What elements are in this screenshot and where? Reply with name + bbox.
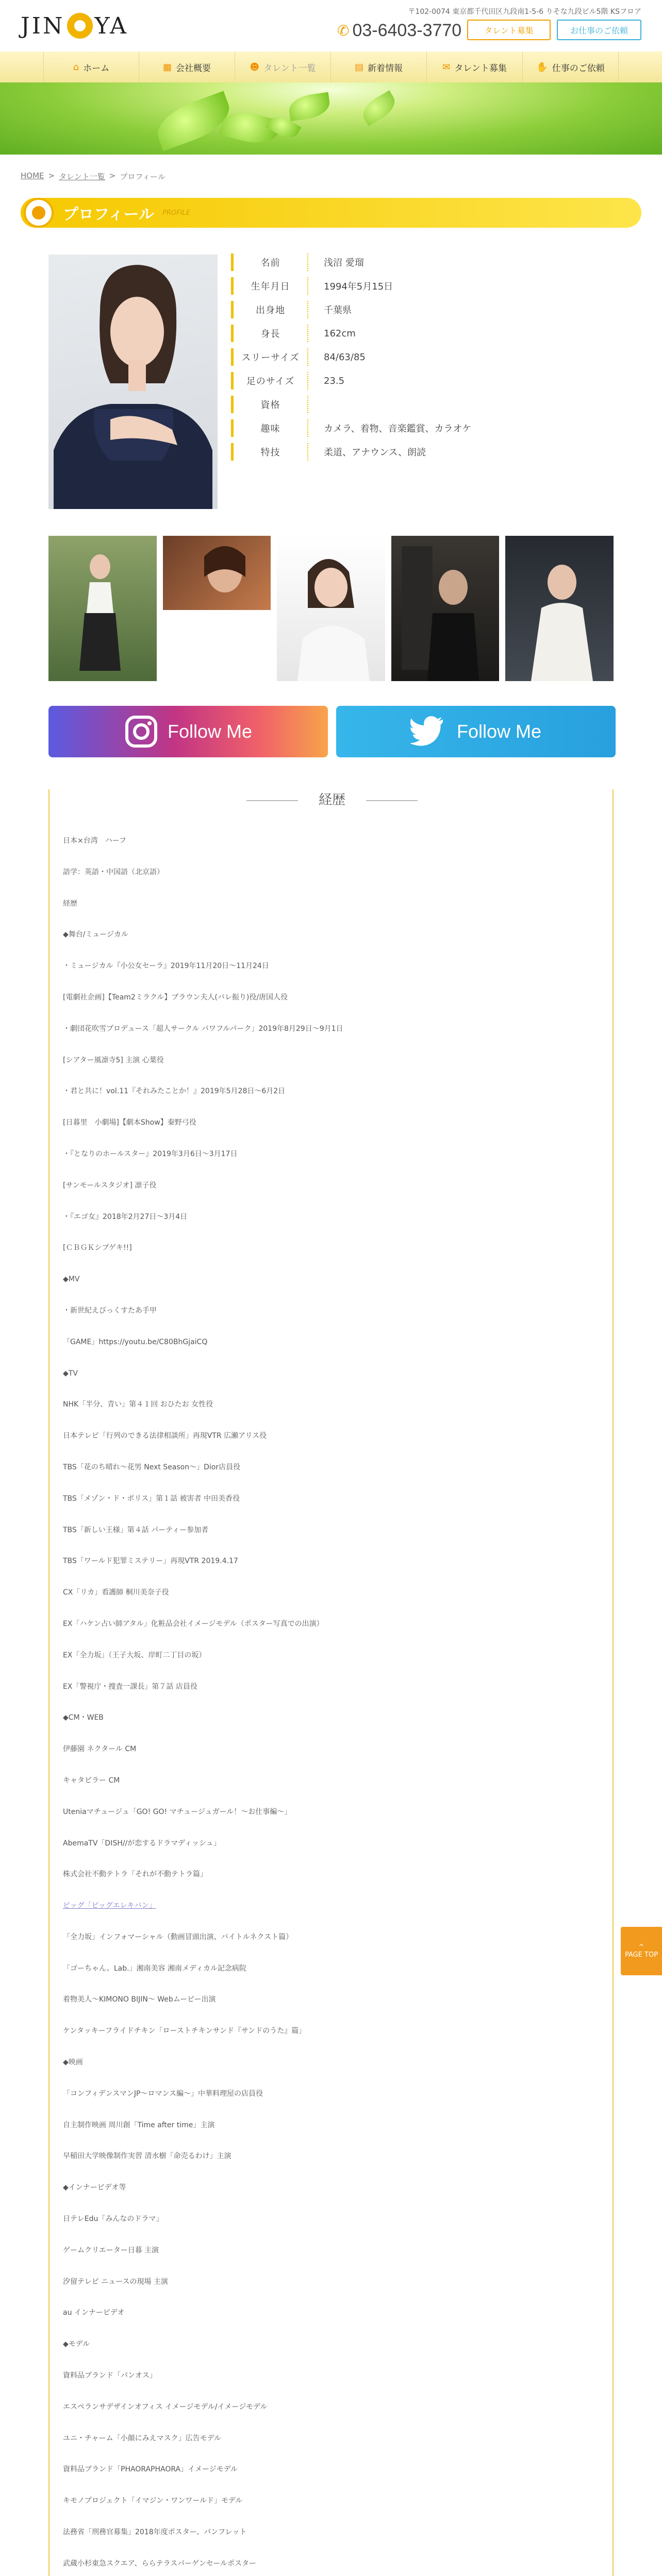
- career-item: NHK「半分、青い」第４１回 おひたお 女性役: [63, 1400, 213, 1409]
- career-item: 「コンフィデンスマンJP〜ロマンス編〜」中華料理屋の店員役: [63, 2089, 263, 2098]
- gallery-photo[interactable]: [277, 536, 385, 681]
- header-address: 〒102-0074 東京都千代田区九段南1-5-6 りそな九段ビル5階 KSフロア: [408, 8, 641, 16]
- career-item: ◆インナービデオ等: [63, 2183, 126, 2192]
- breadcrumb-separator: >: [109, 171, 116, 180]
- profile-value: 162cm: [324, 328, 356, 339]
- career-item: キャタピラー CM: [63, 1776, 120, 1785]
- home-icon: ⌂: [73, 61, 79, 73]
- career-item: EX「ハケン占い師アタル」化粧品会社イメージモデル（ポスター写真での出演）: [63, 1619, 324, 1628]
- career-item: EX「全力坂」（王子大坂、岸町二丁目の坂）: [63, 1651, 206, 1659]
- profile-row: [231, 440, 641, 464]
- twitter-follow-label: Follow Me: [456, 721, 542, 742]
- career-list: [63, 825, 599, 2576]
- nav-item-talent-recruit[interactable]: [427, 52, 523, 82]
- logo-text-left: JIN: [21, 12, 65, 39]
- career-item: 日本×台湾 ハーフ: [63, 837, 127, 845]
- career-item: ・君と共に！vol.11『それみたことか！』2019年5月28日〜6月2日: [63, 1087, 286, 1096]
- profile-value: 千葉県: [324, 305, 352, 316]
- page-top-button[interactable]: [621, 1927, 662, 1975]
- profile-key: スリーサイズ: [231, 348, 308, 366]
- career-item: 法務省「刑務官募集」2018年度ポスター、パンフレット: [63, 2528, 247, 2537]
- instagram-icon: [124, 715, 158, 749]
- career-item: ◆TV: [63, 1369, 78, 1378]
- chevron-up-icon: ^: [638, 1943, 644, 1951]
- logo-text-right: YA: [94, 12, 128, 39]
- career-item: 語学：英語・中国語（北京語）: [63, 868, 164, 876]
- profile-key: 資格: [231, 396, 308, 413]
- career-item: TBS「ワールド犯罪ミステリー」再現VTR 2019.4.17: [63, 1557, 238, 1566]
- career-item: [シアター風凛寺5] 主演 心葉役: [63, 1056, 164, 1064]
- instagram-follow-button[interactable]: [48, 706, 328, 757]
- career-item: [日暮里 小劇場]【劇本Show】秦野弓役: [63, 1118, 196, 1127]
- career-item: 日テレEdu「みんなのドラマ」: [63, 2215, 163, 2224]
- career-item: TBS「新しい王様」第４話 パーティー参加者: [63, 1526, 209, 1534]
- logo-mark-icon: [67, 13, 93, 39]
- gallery-photo-illustration: [48, 536, 157, 681]
- career-item: ケンタッキーフライドチキン「ローストチキンサンド『サンドのうた』篇」: [63, 2027, 306, 2036]
- handshake-icon: ✋: [536, 61, 548, 73]
- career-item: TBS「花のち晴れ〜花男 Next Season〜」Dior店員役: [63, 1463, 241, 1471]
- gallery-photo-illustration: [505, 536, 614, 681]
- profile-heading-subtitle: PROFILE: [162, 209, 190, 217]
- profile-value: 1994年5月15日: [324, 281, 393, 292]
- career-item: ◆CM・WEB: [63, 1714, 104, 1722]
- hero-banner: [0, 82, 662, 155]
- profile-row: [231, 298, 641, 321]
- gallery-photo[interactable]: [48, 536, 157, 681]
- profile-key: 趣味: [231, 419, 308, 437]
- career-item: 汐留テレビ ニュースの現場 主演: [63, 2277, 168, 2286]
- gallery-photo-illustration: [277, 536, 385, 681]
- career-item: 自主制作映画 周川創「Time after time」主演: [63, 2121, 215, 2129]
- career-item: 株式会社不動テトラ「それが不動テトラ篇」: [63, 1870, 207, 1879]
- career-item: ・劇団花吹雪プロデュース「超人サークル パワフルパーク」2019年8月29日〜9月1日: [63, 1024, 343, 1033]
- gallery-photo-illustration: [391, 536, 500, 681]
- profile-heading-title: プロフィール: [63, 206, 154, 224]
- career-item: au インナービデオ: [63, 2309, 125, 2317]
- career-item: CX「リカ」看護師 桐川美奈子役: [63, 1588, 169, 1597]
- career-item: ユニ・チャーム「小顔にみえマスク」広告モデル: [63, 2434, 221, 2443]
- career-item: 早稲田大学映像制作実習 清水樹「命売るわけ」主演: [63, 2152, 231, 2161]
- photo-gallery: [48, 536, 614, 681]
- profile-table: [231, 250, 641, 464]
- career-item: EX「警視庁・捜査一課長」第７話 店員役: [63, 1682, 197, 1691]
- nav-item-label: 仕事のご依頼: [552, 63, 605, 74]
- instagram-follow-label: Follow Me: [167, 721, 253, 742]
- talent-main-photo: [48, 255, 218, 509]
- profile-heading-bar: [21, 198, 641, 228]
- header-phone-number: 03-6403-3770: [352, 21, 462, 40]
- nav-item-job-request[interactable]: [523, 52, 619, 82]
- nav-item-label: タレント募集: [454, 63, 507, 74]
- career-item: ゲームクリエーター日暮 主演: [63, 2246, 159, 2255]
- career-item: AbemaTV「DISH//が恋するドラマディッシュ」: [63, 1839, 221, 1848]
- career-item: ◆MV: [63, 1275, 80, 1284]
- career-item: [サンモールスタジオ] 凛子役: [63, 1181, 157, 1190]
- career-item: TBS「メゾン・ド・ポリス」第１話 被害者 中田美香役: [63, 1494, 240, 1503]
- career-item: [電劇社企画]【Team2ミラクル】ブラウン夫人(バレ振り)役/唐国人役: [63, 993, 288, 1002]
- profile-value: 浅沼 愛瑠: [324, 258, 364, 268]
- profile-row: [231, 250, 641, 274]
- career-item: 着物美人〜KIMONO BIJIN〜 Webムービー出演: [63, 1995, 216, 2004]
- profile-value: 23.5: [324, 375, 345, 386]
- twitter-follow-button[interactable]: [336, 706, 616, 757]
- profile-value: 柔道、アナウンス、朗読: [324, 447, 426, 458]
- breadcrumb-separator: >: [48, 171, 55, 180]
- site-header: [0, 0, 662, 52]
- nav-item-company[interactable]: [139, 52, 235, 82]
- gallery-photo[interactable]: [505, 536, 614, 681]
- career-section: [48, 789, 614, 2576]
- phone-icon: ✆: [337, 23, 350, 39]
- leaf-decoration: [358, 90, 400, 126]
- career-item[interactable]: ビッグ「ビッグエレキバン」: [63, 1902, 156, 1910]
- breadcrumb-home-link[interactable]: HOME: [21, 171, 44, 180]
- career-item: ◆舞台/ミュージカル: [63, 930, 128, 939]
- talent-photo-illustration: [48, 255, 218, 509]
- nav-item-talent-list[interactable]: [235, 52, 331, 82]
- mail-icon: ✉: [442, 61, 451, 73]
- career-item: 「ゴーちゃん。Lab.」湘南美容 湘南メディカル記念病院: [63, 1964, 246, 1973]
- breadcrumb-current: プロフィール: [120, 172, 166, 181]
- global-nav: [0, 52, 662, 82]
- career-item: ・新世紀えびっくすたあ手甲: [63, 1306, 157, 1315]
- career-item: 日本テレビ「行列のできる法律相談所」再現VTR 広瀬アリス役: [63, 1432, 267, 1440]
- profile-key: 身長: [231, 325, 308, 342]
- career-item: 経歴: [63, 899, 77, 908]
- leaf-decoration: [287, 92, 332, 122]
- profile-value: 84/63/85: [324, 351, 366, 363]
- person-icon: ☻: [250, 61, 260, 73]
- profile-key: 名前: [231, 253, 308, 271]
- gallery-photo[interactable]: [163, 536, 271, 610]
- profile-row: [231, 274, 641, 298]
- career-title: 経歴: [49, 789, 615, 808]
- job-request-button[interactable]: お仕事のご依頼: [557, 20, 641, 40]
- profile-key: 特技: [231, 443, 308, 461]
- career-item: ◆モデル: [63, 2340, 90, 2349]
- profile-value: カメラ、着物、音楽鑑賞、カラオケ: [324, 423, 472, 434]
- nav-item-label: 会社概要: [176, 63, 211, 74]
- profile-key: 生年月日: [231, 277, 308, 295]
- career-item: [ＣＢＧＫシブゲキ!!]: [63, 1244, 132, 1252]
- profile-badge-icon: [24, 198, 54, 228]
- site-logo[interactable]: [21, 11, 128, 40]
- career-item: キモノプロジェクト「イマジン・ワンワールド」モデル: [63, 2497, 243, 2505]
- nav-item-label: タレント一覧: [263, 63, 316, 74]
- career-item: ・『となりのホールスター』2019年3月6日〜3月17日: [63, 1149, 238, 1158]
- page-top-label: PAGE TOP: [624, 1951, 658, 1959]
- profile-row: [231, 369, 641, 393]
- profile-row: [231, 393, 641, 416]
- nav-item-news[interactable]: [331, 52, 427, 82]
- profile-row: [231, 321, 641, 345]
- career-item: 「全力坂」インフォマーシャル（動画冒頭出演、バイトルネクスト篇）: [63, 1933, 293, 1941]
- talent-apply-button[interactable]: タレント募集: [467, 20, 551, 40]
- career-item: ・『エゴ女』2018年2月27日〜3月4日: [63, 1212, 188, 1221]
- nav-item-label: ホーム: [83, 63, 110, 74]
- career-item: 資料品ブランド「PHAORAPHAORA」イメージモデル: [63, 2465, 238, 2474]
- career-item: 武蔵小杉東急スクエア、ららテラスパーゲンセールポスター: [63, 2559, 257, 2568]
- career-item: ・ミュージカル『小公女セーラ』2019年11月20日〜11月24日: [63, 962, 269, 971]
- career-item: Uteniaマチュージュ「GO! GO! マチュージュガール！〜お仕事編〜」: [63, 1807, 292, 1816]
- career-item: 「GAME」https://youtu.be/C80BhGjaiCQ: [63, 1337, 208, 1346]
- news-icon: ▤: [354, 61, 363, 73]
- career-item: 資料品ブランド「パンオス」: [63, 2371, 157, 2380]
- gallery-photo-illustration: [163, 536, 271, 610]
- breadcrumb-talent-list-link[interactable]: タレント一覧: [59, 172, 105, 181]
- gallery-photo[interactable]: [391, 536, 500, 681]
- nav-item-home[interactable]: [43, 52, 139, 82]
- twitter-bird-icon: [410, 716, 448, 747]
- career-item: 伊藤園 ネクタール CM: [63, 1745, 137, 1754]
- career-item: エスペランサデザインオフィス イメージモデル/イメージモデル: [63, 2402, 268, 2411]
- header-phone[interactable]: [337, 21, 461, 41]
- profile-row: [231, 416, 641, 440]
- profile-key: 足のサイズ: [231, 372, 308, 389]
- breadcrumb: [21, 171, 166, 182]
- profile-key: 出身地: [231, 301, 308, 318]
- nav-item-label: 新着情報: [368, 63, 403, 74]
- profile-row: [231, 345, 641, 369]
- building-icon: ▦: [162, 61, 172, 73]
- career-item: ◆映画: [63, 2058, 83, 2067]
